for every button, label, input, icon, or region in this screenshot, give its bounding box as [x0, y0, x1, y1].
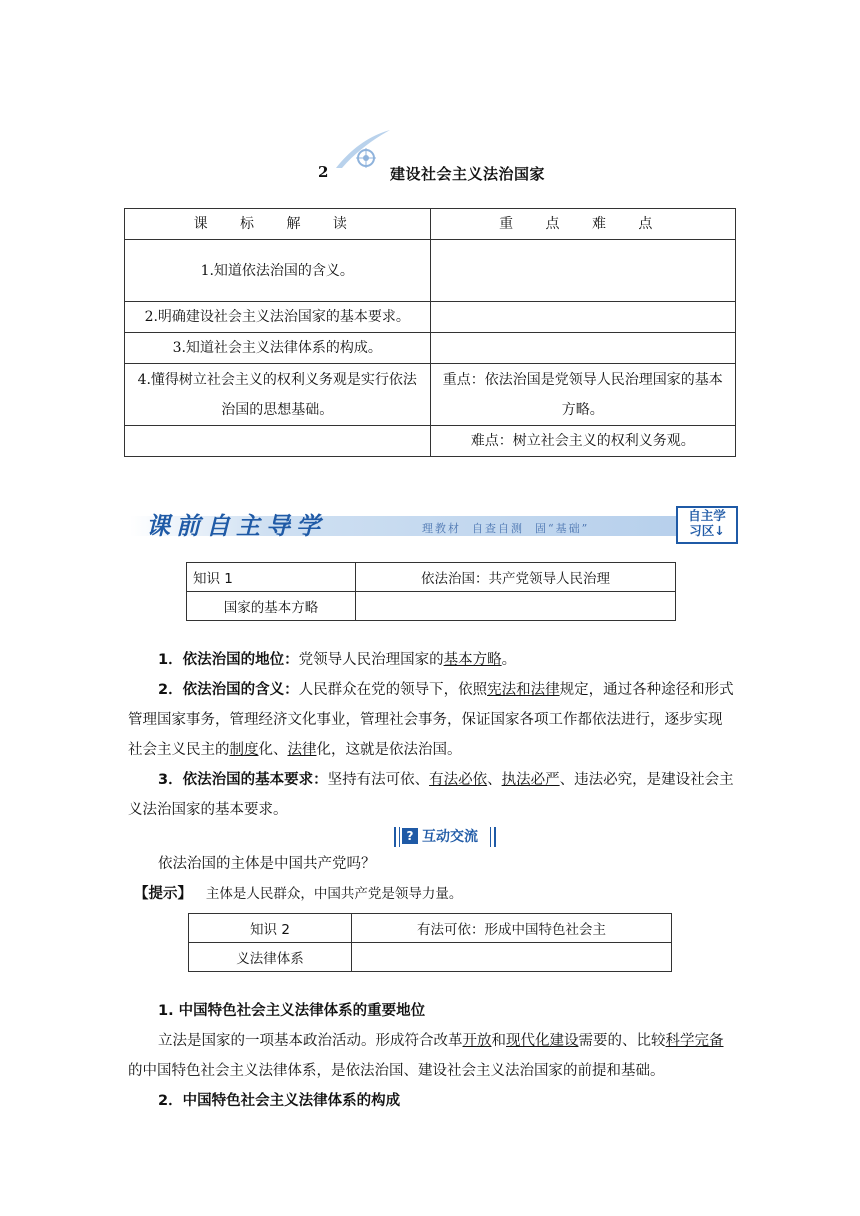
underlined-term: 有法必依 [429, 772, 488, 788]
underlined-term: 制度 [229, 742, 259, 758]
lesson-title: 建设社会主义法治国家 [390, 165, 546, 183]
knowledge1-label: 知识 1 [187, 563, 356, 592]
table-cell: 1.知道依法治国的含义。 [125, 240, 431, 302]
underlined-term: 现代化建设 [506, 1033, 579, 1049]
interaction-hint [134, 879, 742, 909]
underlined-term: 基本方略 [443, 652, 502, 668]
text: 规定，通过各种途径和形式管理国家事务，管理经济文化事业，管理社会事务，保证国家各项工作都依法进行，逐步实现社会主义民主的 [128, 682, 734, 758]
interaction-question: 依法治国的主体是中国共产党吗？ [158, 856, 376, 872]
underlined-term: 法律 [287, 742, 317, 758]
lesson-number: 2 [318, 163, 329, 181]
k2-heading-1: 1. 中国特色社会主义法律体系的重要地位 [158, 1003, 426, 1019]
question-icon: ? [402, 828, 418, 844]
curriculum-table [124, 208, 736, 457]
knowledge1-title-cont: 国家的基本方略 [187, 592, 356, 621]
interaction-label-text: 互动交流 [422, 829, 478, 845]
table-cell [430, 302, 736, 333]
knowledge2-label: 知识 2 [189, 914, 352, 943]
banner-slogan: 理教材 自查自测 固“基础” [422, 522, 590, 535]
text: 坚持有法可依、 [327, 772, 430, 788]
underlined-term: 宪法和法律 [487, 682, 560, 698]
knowledge2-title-cont: 义法律体系 [189, 943, 352, 972]
interaction-label [394, 826, 498, 848]
bar-icon [490, 827, 496, 847]
table-cell: 重点：依法治国是党领导人民治理国家的基本方略。 [430, 364, 736, 426]
table-cell [430, 333, 736, 364]
k1-point-1 [128, 645, 736, 675]
badge-line1: 自主学 [688, 508, 726, 523]
underlined-term: 执法必严 [501, 772, 560, 788]
text: 、违法必究，是建设社会主义法治国家的基本要求。 [128, 772, 734, 818]
text: 化，这就是依法治国。 [316, 742, 462, 758]
section-banner [130, 506, 736, 542]
decorative-target-logo-icon [332, 128, 392, 172]
text: 和 [491, 1033, 506, 1049]
table-cell [430, 240, 736, 302]
banner-title: 课前自主导学 [146, 512, 326, 540]
badge-line2: 习区 [689, 523, 715, 538]
hint-label: 【提示】 [134, 886, 192, 902]
text: 需要的、比较 [578, 1033, 666, 1049]
table-cell [352, 943, 672, 972]
k2-paragraph-1 [128, 1026, 736, 1086]
underlined-term: 科学完备 [665, 1033, 724, 1049]
text: 人民群众在党的领导下，依照 [298, 682, 488, 698]
knowledge2-title: 有法可依：形成中国特色社会主 [352, 914, 672, 943]
text: 、 [487, 772, 502, 788]
table-cell: 2.明确建设社会主义法治国家的基本要求。 [125, 302, 431, 333]
table-cell: 难点：树立社会主义的权利义务观。 [430, 426, 736, 457]
self-study-badge[interactable] [676, 506, 738, 544]
table-header-curriculum: 课 标 解 读 [125, 209, 431, 240]
table-cell [356, 592, 676, 621]
text: 的中国特色社会主义法律体系，是依法治国、建设社会主义法治国家的前提和基础。 [128, 1063, 665, 1079]
hint-text: 主体是人民群众，中国共产党是领导力量。 [205, 886, 463, 902]
table-header-keypoints: 重 点 难 点 [430, 209, 736, 240]
text: 化、 [258, 742, 288, 758]
text: 。 [501, 652, 517, 668]
k1-point-3 [128, 765, 736, 825]
point-heading: 2．依法治国的含义： [158, 682, 299, 698]
table-cell: 4.懂得树立社会主义的权利义务观是实行依法治国的思想基础。 [125, 364, 431, 426]
underlined-term: 开放 [462, 1033, 492, 1049]
bar-icon [394, 827, 400, 847]
knowledge1-table [186, 562, 676, 621]
point-heading: 1．依法治国的地位： [158, 652, 299, 668]
knowledge1-title: 依法治国：共产党领导人民治理 [356, 563, 676, 592]
table-cell: 3.知道社会主义法律体系的构成。 [125, 333, 431, 364]
knowledge2-table [188, 913, 672, 972]
text: 党领导人民治理国家的 [298, 652, 444, 668]
point-heading: 3．依法治国的基本要求： [158, 772, 328, 788]
arrow-down-icon: ↓ [714, 523, 725, 538]
text: 立法是国家的一项基本政治活动。形成符合改革 [158, 1033, 463, 1049]
table-cell [125, 426, 431, 457]
k1-point-2 [128, 675, 736, 765]
k2-heading-2: 2．中国特色社会主义法律体系的构成 [158, 1093, 401, 1109]
